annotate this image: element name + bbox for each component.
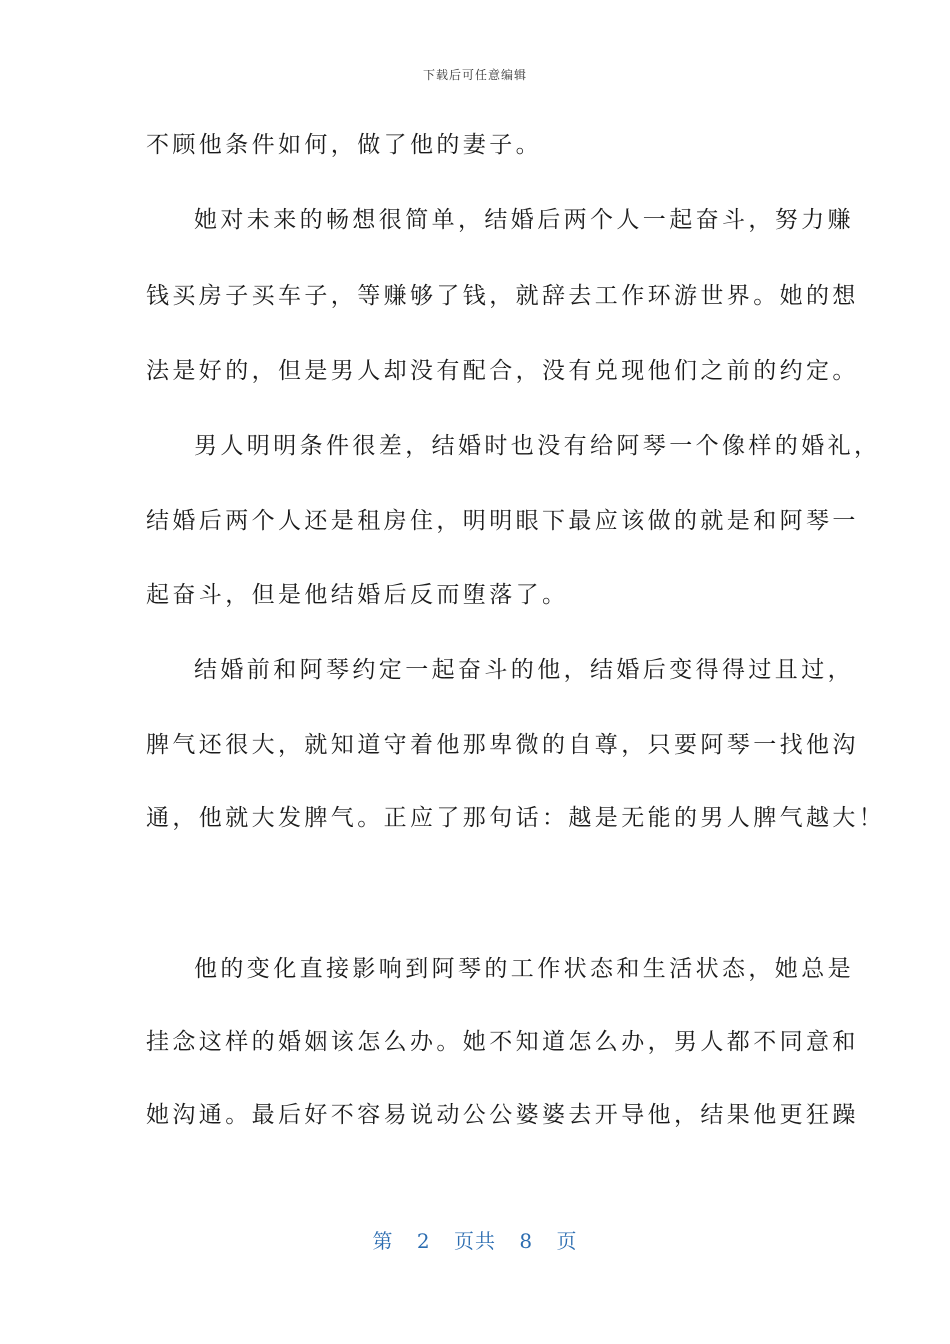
- text-line: 她对未来的畅想很简单，结婚后两个人一起奋斗，努力赚: [194, 207, 854, 233]
- footer-middle: 页共: [454, 1229, 496, 1253]
- text-line: 结婚前和阿琴约定一起奋斗的他，结婚后变得得过且过，: [194, 657, 854, 683]
- page-footer: [0, 1225, 950, 1254]
- text-line: 钱买房子买车子，等赚够了钱，就辞去工作环游世界。她的想: [146, 283, 859, 309]
- text-line: 结婚后两个人还是租房住，明明眼下最应该做的就是和阿琴一: [146, 508, 859, 534]
- text-line: 通，他就大发脾气。正应了那句话：越是无能的男人脾气越大！: [146, 805, 886, 831]
- page-header: 下载后可任意编辑: [422, 68, 527, 82]
- text-line: 脾气还很大，就知道守着他那卑微的自尊，只要阿琴一找他沟: [146, 732, 859, 758]
- text-line: 她沟通。最后好不容易说动公公婆婆去开导他，结果他更狂躁: [146, 1102, 859, 1128]
- footer-suffix: 页: [556, 1229, 578, 1253]
- total-page-count: 8: [519, 1229, 534, 1253]
- text-line: 他的变化直接影响到阿琴的工作状态和生活状态，她总是: [194, 956, 854, 982]
- text-line: 不顾他条件如何，做了他的妻子。: [146, 132, 542, 158]
- text-line: 起奋斗，但是他结婚后反而堕落了。: [146, 582, 569, 608]
- text-line: 挂念这样的婚姻该怎么办。她不知道怎么办，男人都不同意和: [146, 1029, 859, 1055]
- text-line: 男人明明条件很差，结婚时也没有给阿琴一个像样的婚礼，: [194, 433, 881, 459]
- current-page-number: 2: [416, 1229, 431, 1253]
- footer-prefix: 第: [372, 1229, 394, 1253]
- text-line: 法是好的，但是男人却没有配合，没有兑现他们之前的约定。: [146, 358, 859, 384]
